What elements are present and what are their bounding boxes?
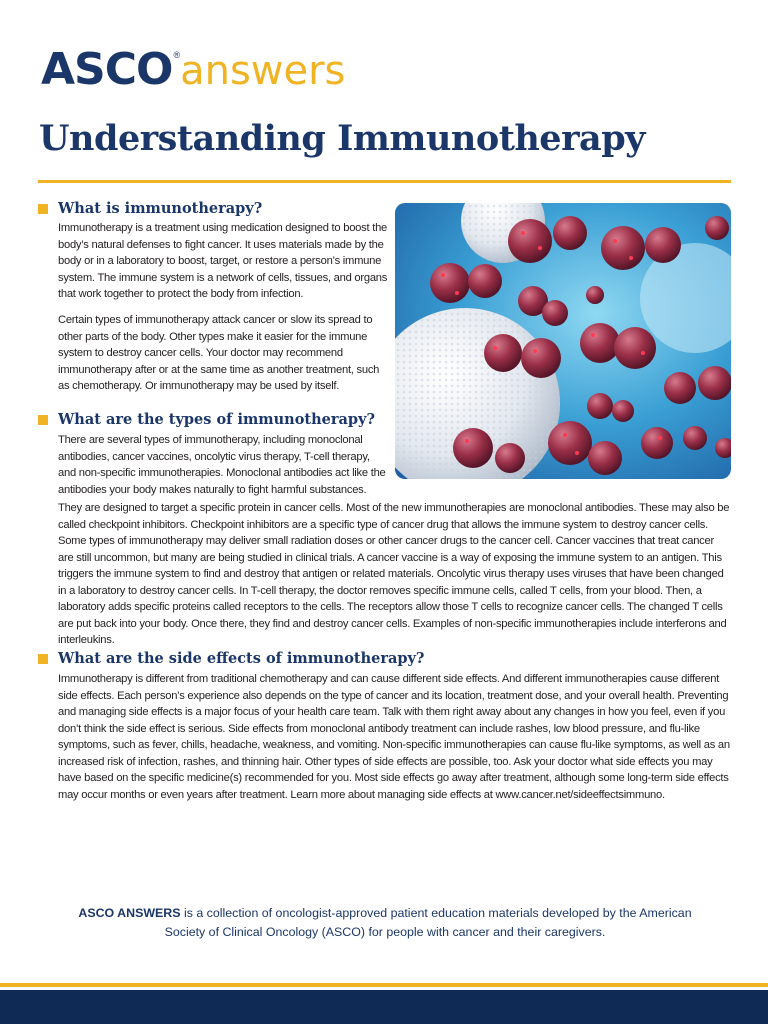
section-side-effects-body: Immunotherapy is different from traditional chemotherapy and can cause different side effects. And different immunotherapies cause different side effects. Each person’s experience also depends on the type of cancer and its location, treatment dose, and your overall health. Preventing and managing side effects is a major focus of your health care team. Talk with them right away about any changes in how you feel, even if you don’t think the side effect is serious. Side effects from monoclonal antibody treatment can include rashes, low blood pressure, and flu-like symptoms, such as fever, chills, headache, weakness, and vomiting. Non-specific immunotherapies can cause flu-like symptoms, as well as an increased risk of infection, rashes, and thinning hair. Other types of side effects are possible, too. Ask your doctor what side effects you may have based on the specific medicine(s) recommended for you. Most side effects go away after treatment, although some long-term side effects may occur months or even years after treatment. Learn more about managing side effects at www.cancer.net/sideeffectsimmuno. — [58, 673, 730, 801]
immune-cells-image — [395, 203, 731, 479]
section-what-is-paragraph-1: Immunotherapy is a treatment using medication designed to boost the body’s natural defenses to fight cancer. It uses materials made by the body or in a laboratory to boost, target, or restore a person’s immune system. The immune system is a network of cells, tissues, and organs that work together to protect the body from infection. — [58, 222, 388, 300]
section-heading-text: What is immunotherapy? — [58, 200, 263, 217]
bullet-square-icon — [38, 654, 48, 664]
footer-navy-bar — [0, 990, 768, 1024]
page-title: Understanding Immunotherapy — [39, 118, 646, 159]
footer-gold-line — [0, 983, 768, 987]
title-divider — [38, 180, 731, 183]
section-side-effects-heading — [38, 650, 424, 667]
section-types-body: They are designed to target a specific protein in cancer cells. Most of the new immunotherapies are monoclonal antibodies. These may also be called checkpoint inhibitors. Checkpoint inhibitors are a specific type of cancer drug that allows the immune system to destroy cancer cells. Some types of immunotherapy may deliver small radiation doses or other cancer drugs to the cancer cell. Cancer vaccines that treat cancer are still uncommon, but many are being studied in clinical trials. A cancer vaccine is a way of exposing the immune system to an antigen. This triggers the immune system to find and destroy that antigen or related materials. Oncolytic virus therapy uses viruses that have been changed in a laboratory to destroy cancer cells. In T-cell therapy, the doctor removes specific immune cells, called T cells, from your blood. Then, a laboratory adds specific proteins called receptors to the cells. The receptors allow those T cells to recognize cancer cells. The changed T cells are put back into your body. Once there, they find and destroy cancer cells. Examples of non-specific immunotherapies include interferons and interleukins. — [58, 502, 730, 646]
section-types-heading — [38, 411, 375, 428]
section-what-is-paragraph-2: Certain types of immunotherapy attack cancer or slow its spread to other parts of the body. Other types make it easier for the immune system to destroy cancer cells. Your doctor may recommend immunotherapy after or at the same time as another treatment, such as chemotherapy. Or immunotherapy may be used by itself. — [58, 314, 380, 392]
bullet-square-icon — [38, 204, 48, 214]
section-types-intro: There are several types of immunotherapy, including monoclonal antibodies, cancer vaccines, oncolytic virus therapy, T-cell therapy, and non-specific immunotherapies. Monoclonal antibodies act like the antibodies your body makes naturally to fight harmful substances. — [58, 434, 386, 496]
logo-asco-text: ASCO — [41, 44, 173, 95]
bullet-square-icon — [38, 415, 48, 425]
asco-answers-description-text: is a collection of oncologist-approved patient education materials developed by the American Society of Clinical Oncology (ASCO) for people with cancer and their caregivers. — [164, 906, 692, 939]
section-heading-text: What are the types of immunotherapy? — [58, 411, 375, 428]
logo-answers-text: answers — [180, 48, 346, 94]
section-what-is-heading — [38, 200, 262, 217]
logo-registered-mark: ® — [173, 50, 181, 60]
asco-answers-logo — [41, 44, 345, 94]
asco-answers-brand: ASCO ANSWERS — [78, 906, 181, 920]
asco-answers-description — [60, 904, 710, 942]
section-heading-text: What are the side effects of immunotherapy? — [58, 650, 425, 667]
